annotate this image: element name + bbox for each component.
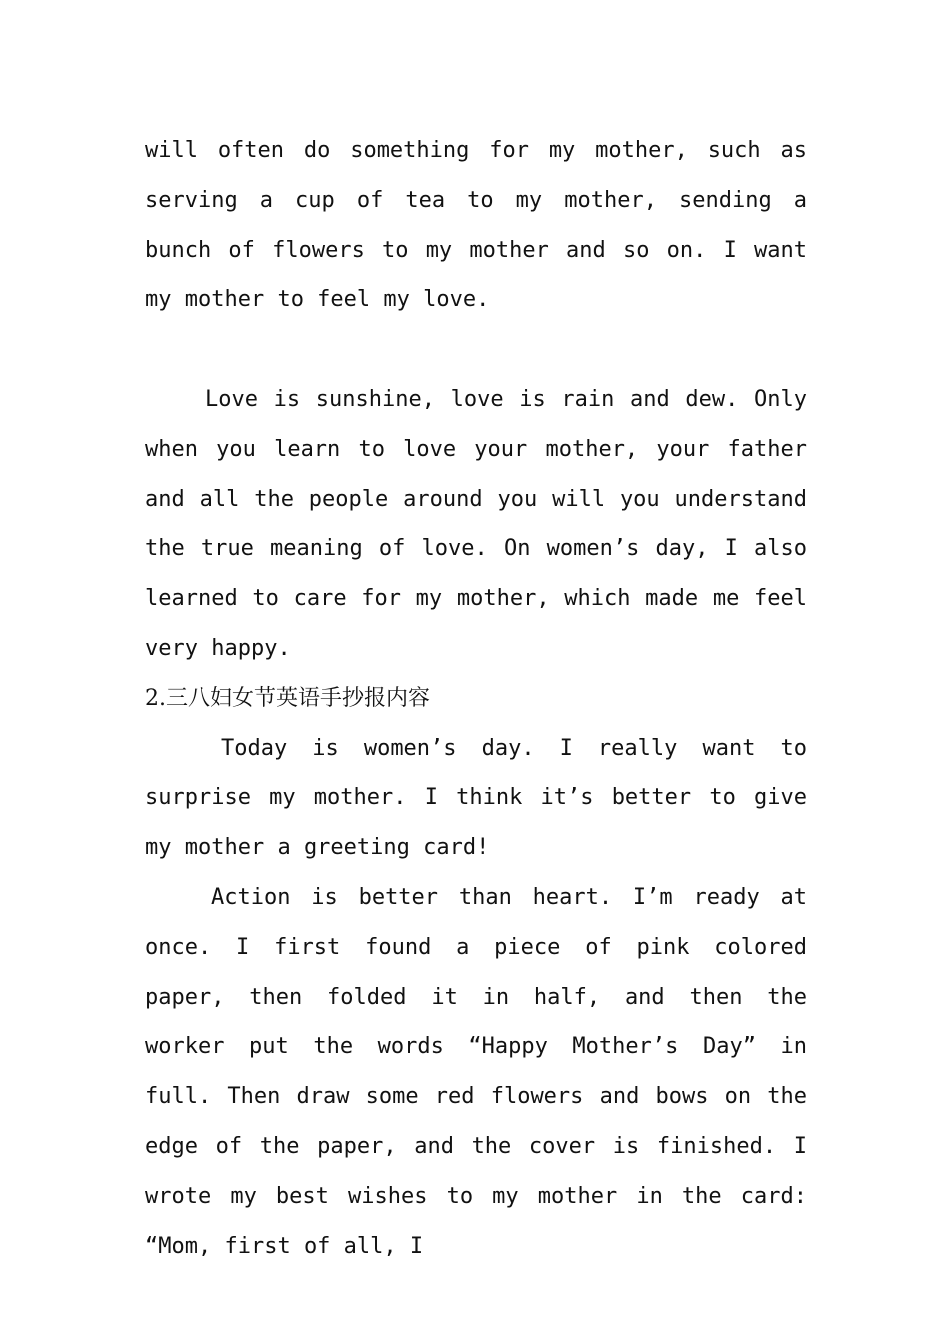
paragraph-love-is-sunshine: Love is sunshine, love is rain and dew. Only when you learn to love your mother, your father and all the people around you will you understand the true meaning of love. On women’s day, I also learned to care for my mother, which made me feel very happy. bbox=[145, 386, 807, 661]
paragraph-gap bbox=[145, 325, 807, 375]
paragraph-continuation: will often do something for my mother, such as serving a cup of tea to my mother, sending a bunch of flowers to my mother and so on. I want my mother to feel my love. bbox=[145, 138, 807, 313]
paragraph-today-is-womens-day: Today is women’s day. I really want to surprise my mother. I think it’s better to give my mother a greeting card! bbox=[145, 735, 807, 861]
paragraph-action-is-better: Action is better than heart. I’m ready at once. I first found a piece of pink colored paper, then folded it in half, and then the worker put the words “Happy Mother’s Day” in full. Then draw some red flowers and bows on the edge of the paper, and the cover is finished. I wrote my best wishes to my mother in the card: “Mom, first of all, I bbox=[145, 884, 807, 1259]
document-body bbox=[145, 126, 807, 1271]
section-heading: 2.三八妇女节英语手抄报内容 bbox=[145, 685, 430, 711]
